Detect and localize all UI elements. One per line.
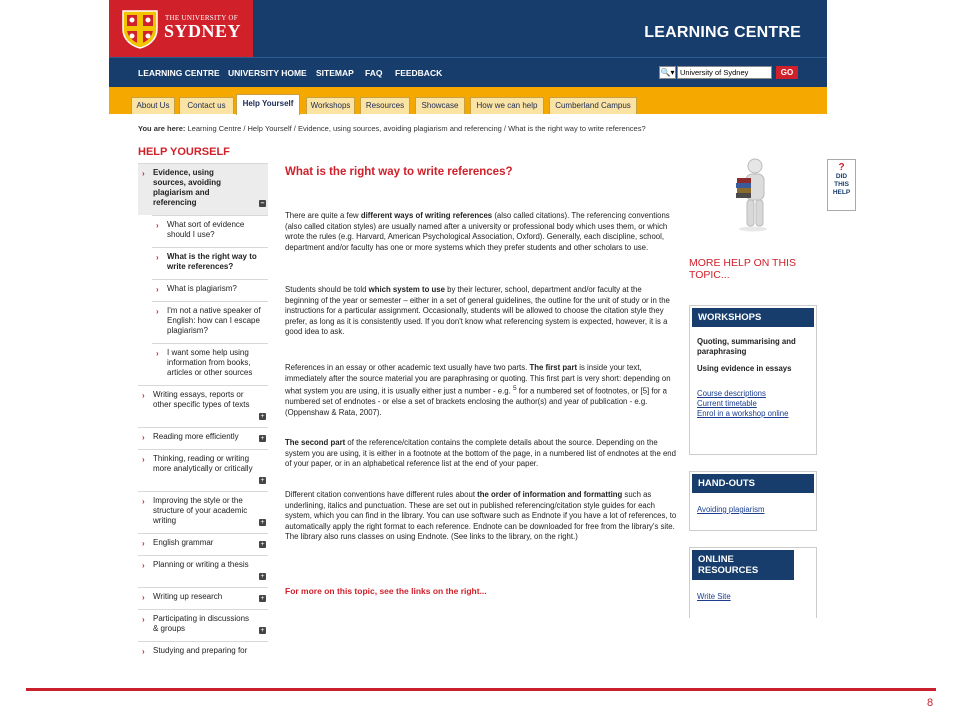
text-bold: which system to use bbox=[368, 285, 445, 294]
expand-icon[interactable]: + bbox=[260, 413, 265, 420]
website-screenshot bbox=[109, 0, 827, 656]
sidebar-item-label: Thinking, reading or writing more analytically or critically bbox=[153, 454, 253, 473]
text-bold: different ways of writing references bbox=[360, 211, 493, 220]
tab-workshops[interactable]: Workshops bbox=[306, 97, 355, 114]
sidebar-item-reading[interactable] bbox=[138, 427, 268, 449]
text: for a numbered set of footnotes, or [5] for a numbered set of endnotes - or else a set of brackets enclosing the author(s) and year of publication - e.g. (Oppenshaw & Rata, 2007). bbox=[285, 386, 667, 417]
chevron-right-icon: › bbox=[142, 497, 145, 506]
chevron-right-icon: › bbox=[142, 391, 145, 400]
box-heading: HAND-OUTS bbox=[692, 474, 814, 493]
paragraph-1 bbox=[285, 211, 677, 253]
sidebar-title: HELP YOURSELF bbox=[138, 146, 230, 158]
sidebar-item-label: Improving the style or the structure of your academic writing bbox=[153, 496, 248, 525]
text: Students should be told bbox=[285, 285, 369, 294]
sidebar-subitem[interactable] bbox=[152, 279, 268, 301]
sidebar-item-studying[interactable] bbox=[138, 641, 268, 663]
box-heading: WORKSHOPS bbox=[692, 308, 814, 327]
sidebar-item-thesis[interactable] bbox=[138, 555, 268, 587]
sidebar-item-label: Participating in discussions & groups bbox=[153, 614, 250, 633]
expand-icon[interactable]: + bbox=[260, 541, 265, 548]
sidebar-item-evidence[interactable] bbox=[138, 163, 268, 215]
text: References in an essay or other academic text usually have two parts. bbox=[285, 363, 530, 372]
text-bold: the order of information and formatting bbox=[477, 490, 623, 499]
course-descriptions-link[interactable]: Course descriptions bbox=[697, 389, 766, 398]
workshop-title[interactable]: Using evidence in essays bbox=[697, 364, 792, 373]
chevron-right-icon: › bbox=[142, 169, 145, 178]
chevron-right-icon: › bbox=[142, 561, 145, 570]
text: (also called citations). The referencing conventions (also called citation styles) are usually named after a university or professional body which uses them, or which wrote the rules (e.g. Harvard, American Psychological Association, Oxford). Generally, each discipline, school, department and/or faculty has one or more systems which they prefer students and other scholars to use. bbox=[285, 211, 670, 252]
paragraph-3 bbox=[285, 363, 677, 419]
sidebar-subitem[interactable] bbox=[152, 301, 268, 343]
did-help-text: THIS bbox=[834, 181, 849, 188]
expand-icon[interactable]: + bbox=[260, 595, 265, 602]
box-body bbox=[690, 329, 816, 419]
expand-icon[interactable]: + bbox=[260, 627, 265, 634]
expand-icon[interactable]: + bbox=[260, 477, 265, 484]
tab-resources[interactable]: Resources bbox=[360, 97, 410, 114]
expand-icon[interactable]: + bbox=[260, 435, 265, 442]
paragraph-2 bbox=[285, 285, 677, 338]
sidebar-item-discussions[interactable] bbox=[138, 609, 268, 641]
chevron-right-icon: › bbox=[156, 253, 159, 262]
nav-feedback[interactable]: FEEDBACK bbox=[395, 68, 443, 78]
sidebar-item-research[interactable] bbox=[138, 587, 268, 609]
sidebar-subitem[interactable] bbox=[152, 215, 268, 247]
sidebar-nav bbox=[138, 163, 268, 663]
online-resources-box bbox=[689, 547, 817, 618]
expand-icon[interactable]: + bbox=[260, 519, 265, 526]
tab-showcase[interactable]: Showcase bbox=[415, 97, 465, 114]
nav-sitemap[interactable]: SITEMAP bbox=[316, 68, 354, 78]
sidebar-subitem-label: What sort of evidence should I use? bbox=[167, 220, 245, 239]
did-this-help-button[interactable] bbox=[827, 159, 856, 211]
nav-university-home[interactable]: UNIVERSITY HOME bbox=[228, 68, 307, 78]
sidebar-subitem-label: What is the right way to write references? bbox=[167, 252, 257, 271]
chevron-right-icon: › bbox=[156, 221, 159, 230]
search-bar bbox=[659, 66, 799, 79]
search-icon[interactable]: 🔍▾ bbox=[660, 68, 675, 77]
tab-help-yourself[interactable]: Help Yourself bbox=[236, 94, 300, 115]
tab-contact-us[interactable]: Contact us bbox=[179, 97, 234, 114]
chevron-right-icon: › bbox=[142, 455, 145, 464]
question-icon: ? bbox=[838, 162, 845, 173]
university-name-small: THE UNIVERSITY OF bbox=[165, 14, 238, 22]
go-button[interactable]: GO bbox=[776, 66, 798, 79]
text: is inside your text, immediately after the source material you are paraphrasing or quoting. This first part is very short: depending on what system you are using, it is usually either just a number - e.g. bbox=[285, 363, 671, 396]
sidebar-item-label: Planning or writing a thesis bbox=[153, 560, 249, 569]
sidebar-subitem-label: What is plagiarism? bbox=[167, 284, 237, 293]
paragraph-4 bbox=[285, 438, 677, 470]
box-heading: ONLINE RESOURCES bbox=[692, 550, 794, 580]
tab-about-us[interactable]: About Us bbox=[131, 97, 175, 114]
breadcrumb-path[interactable]: Learning Centre / Help Yourself / Evidence, using sources, avoiding plagiarism and referencing / What is the right way to write references? bbox=[187, 124, 646, 133]
crest-icon bbox=[121, 9, 159, 49]
did-help-text: DID bbox=[835, 173, 848, 180]
sidebar-item-style[interactable] bbox=[138, 491, 268, 533]
university-logo[interactable] bbox=[109, 0, 253, 57]
sidebar-item-thinking[interactable] bbox=[138, 449, 268, 491]
sidebar-subitem[interactable] bbox=[152, 343, 268, 385]
sidebar-subitem-label: I want some help using information from books, articles or other sources bbox=[167, 348, 253, 377]
chevron-right-icon: › bbox=[142, 647, 145, 656]
sidebar-item-label: Writing up research bbox=[153, 592, 223, 601]
sidebar-item-grammar[interactable] bbox=[138, 533, 268, 555]
page-number: 8 bbox=[927, 697, 934, 709]
site-title: LEARNING CENTRE bbox=[644, 24, 801, 41]
chevron-right-icon: › bbox=[142, 615, 145, 624]
tab-how-we-can-help[interactable]: How we can help bbox=[470, 97, 544, 114]
text-bold: The second part bbox=[285, 438, 346, 447]
footer-rule bbox=[26, 688, 936, 691]
superscript: 5 bbox=[512, 385, 517, 393]
tab-cumberland-campus[interactable]: Cumberland Campus bbox=[549, 97, 637, 114]
breadcrumb bbox=[138, 124, 646, 133]
sidebar-item-writing-essays[interactable] bbox=[138, 385, 268, 427]
collapse-icon[interactable]: – bbox=[260, 200, 265, 207]
sidebar-subitem-label: I'm not a native speaker of English: how can I escape plagiarism? bbox=[167, 306, 261, 335]
chevron-right-icon: › bbox=[156, 285, 159, 294]
workshops-box bbox=[689, 305, 817, 455]
current-timetable-link[interactable]: Current timetable bbox=[697, 399, 757, 408]
sidebar-item-label: Reading more efficiently bbox=[153, 432, 239, 441]
text: There are quite a few bbox=[285, 211, 361, 220]
sidebar-item-label: English grammar bbox=[153, 538, 214, 547]
university-name: SYDNEY bbox=[164, 21, 242, 41]
nav-learning-centre[interactable]: LEARNING CENTRE bbox=[138, 68, 220, 78]
workshop-title[interactable]: Quoting, summarising and paraphrasing bbox=[697, 337, 796, 356]
search-input[interactable] bbox=[677, 66, 772, 79]
text: by their lecturer, school, department and/or faculty at the beginning of the year or semester – either in a set of general guidelines, the outline for the unit of study or in the instructions for a particular assignment. Occasionally, students will be allowed to choose the citation style they prefer, as long as it is consistently used. If you don't know what referencing system is expected, however, it is a good idea to ask. bbox=[285, 285, 670, 337]
chevron-right-icon: › bbox=[156, 349, 159, 358]
text: such as underlining, italics and punctuation. These are set out in published referencing/citation style guides for each system, which you can find in the library. You can use software such as Endnote if you have a lot of references, to automatically apply the right format to each reference. Endnote can be downloaded for free from the library's site. The library also runs classes on using Endnote. (See links to the library, on the right.) bbox=[285, 490, 677, 542]
chevron-right-icon: › bbox=[142, 539, 145, 548]
enrol-online-link[interactable]: Enrol in a workshop online bbox=[697, 409, 789, 418]
nav-faq[interactable]: FAQ bbox=[365, 68, 383, 78]
handouts-box bbox=[689, 471, 817, 531]
did-help-text: HELP bbox=[832, 189, 851, 196]
breadcrumb-label: You are here: bbox=[138, 124, 186, 133]
closing-note: For more on this topic, see the links on the right... bbox=[285, 586, 487, 596]
text: Different citation conventions have different rules about bbox=[285, 490, 478, 499]
sidebar-subitem-current[interactable] bbox=[152, 247, 268, 279]
chevron-right-icon: › bbox=[142, 433, 145, 442]
expand-icon[interactable]: + bbox=[260, 573, 265, 580]
chevron-right-icon: › bbox=[156, 307, 159, 316]
page-title: What is the right way to write references? bbox=[285, 166, 513, 178]
sidebar-item-label: Studying and preparing for bbox=[153, 646, 248, 655]
text: of the reference/citation contains the complete details about the source. Depending on the system you are using, it is either in a footnote at the bottom of the page, in a numbered list of endnotes at the end of your paper, or in an alphabetical reference list at the end of your paper. bbox=[285, 438, 676, 469]
box-body bbox=[690, 582, 816, 602]
text-bold: The first part bbox=[529, 363, 578, 372]
more-help-heading: MORE HELP ON THIS TOPIC... bbox=[689, 257, 796, 281]
avoiding-plagiarism-link[interactable]: Avoiding plagiarism bbox=[697, 505, 765, 514]
sidebar-item-label: Evidence, using sources, avoiding plagiarism and referencing bbox=[153, 168, 222, 207]
figure-carrying-books-icon bbox=[735, 158, 771, 232]
sidebar-item-label: Writing essays, reports or other specific types of texts bbox=[153, 390, 250, 409]
box-body bbox=[690, 495, 816, 515]
chevron-right-icon: › bbox=[142, 593, 145, 602]
paragraph-5 bbox=[285, 490, 677, 543]
write-site-link[interactable]: Write Site bbox=[697, 592, 731, 601]
